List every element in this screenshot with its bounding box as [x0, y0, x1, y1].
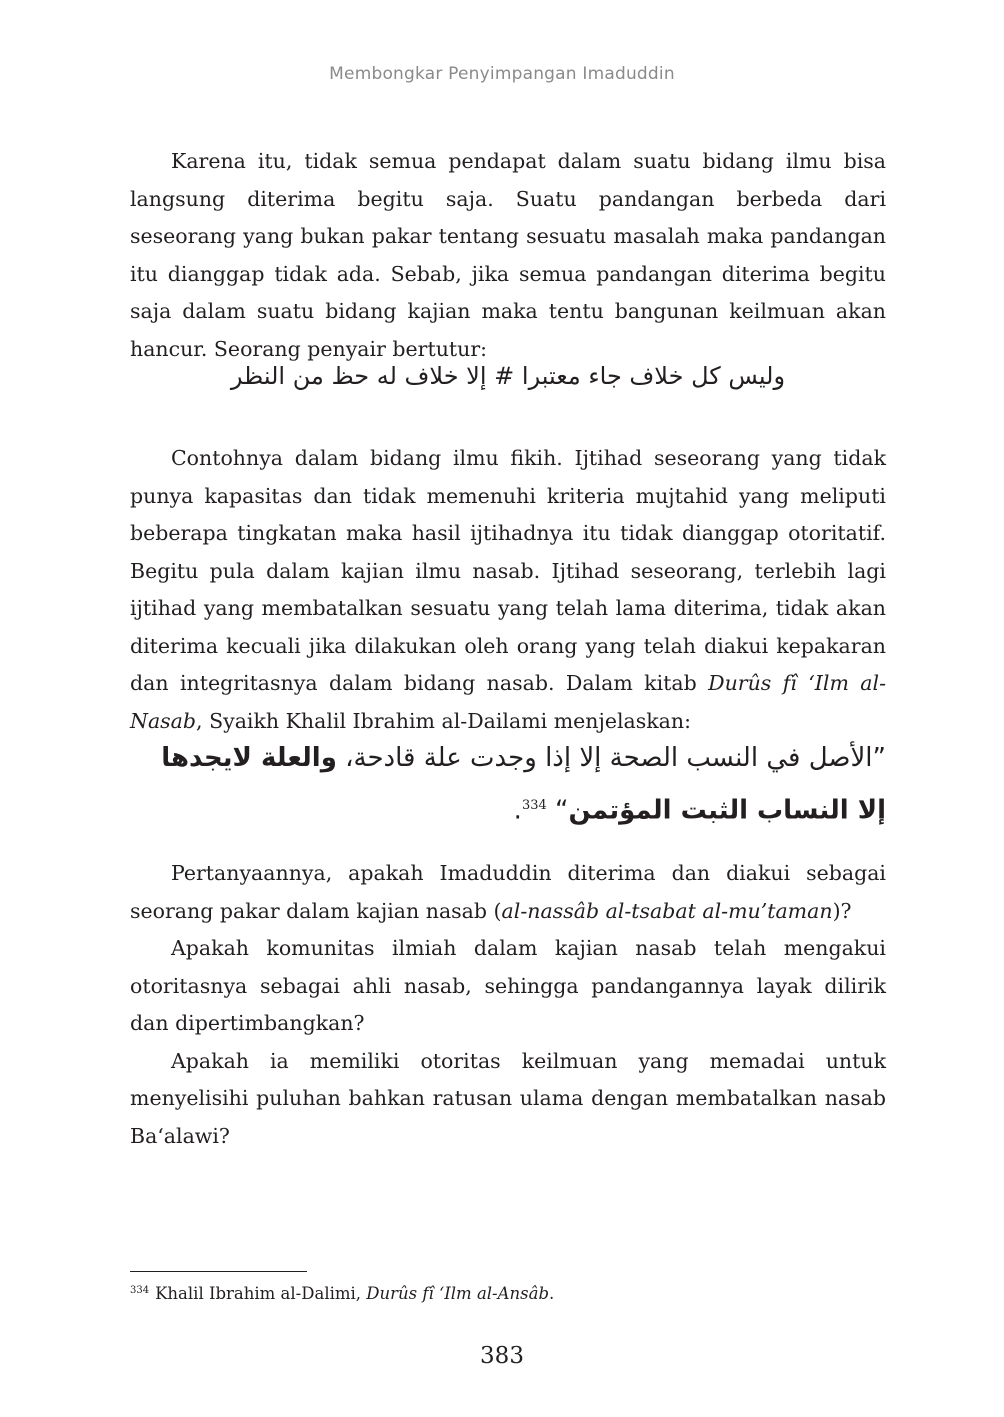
- paragraph-text: )?: [832, 898, 852, 923]
- footnote-title: Durûs fî ‘Ilm al-Ansâb: [366, 1284, 550, 1303]
- arabic-quote: [130, 734, 886, 835]
- text-block-3: [130, 855, 886, 1155]
- footnote-end: .: [549, 1284, 555, 1303]
- paragraph: Apakah komunitas ilmiah dalam kajian nasab telah mengakui otoritasnya sebagai ahli nasab, sehingga pandangannya layak dilirik dan dipertimbangkan?: [130, 936, 886, 1035]
- footnote-author: Khalil Ibrahim al-Dalimi,: [155, 1284, 367, 1303]
- text-block-2: [130, 440, 886, 740]
- paragraph-text: Contohnya dalam bidang ilmu fikih. Ijtihad seseorang yang tidak punya kapasitas dan tidak memenuhi kriteria mujtahid yang meliputi beberapa tingkatan maka hasil ijtihadnya itu tidak dianggap otoritatif. Begitu pula dalam kajian ilmu nasab. Ijtihad seseorang, terlebih lagi ijtihad yang membatalkan sesuatu yang telah lama diterima, tidak akan diterima kecuali jika dilakukan oleh orang yang telah diakui kepakaran dan integritasnya dalam bidang nasab. Dalam kitab: [130, 446, 886, 695]
- page-number: 383: [480, 1343, 524, 1369]
- term: al-nassâb al-tsabat al-mu’taman: [501, 898, 833, 923]
- book-title: Durûs fî ‘Ilm al-Nasab: [130, 671, 886, 733]
- open-quote: ”: [872, 743, 886, 773]
- footnote: [130, 1284, 886, 1303]
- running-header: Membongkar Penyimpangan Imaduddin: [329, 64, 675, 84]
- quote-normal: الأصل في النسب الصحة إلا إذا وجدت علة قادحة،: [336, 743, 873, 773]
- paragraph-text: Pertanyaannya, apakah Imaduddin diterima dan diakui sebagai seorang pakar dalam kajian nasab (: [130, 861, 886, 923]
- text-block-1: [130, 143, 886, 368]
- close-quote: “: [555, 795, 569, 826]
- paragraph: [130, 440, 886, 740]
- quote-bold: والعلة لايجدها إلا النساب الثبت المؤتمن: [161, 743, 886, 826]
- footnote-number: 334: [130, 1285, 150, 1296]
- end-mark: .: [513, 795, 522, 826]
- footnote-reference[interactable]: 334: [521, 798, 547, 813]
- footnote-divider: [130, 1271, 307, 1272]
- paragraph: Apakah ia memiliki otoritas keilmuan yang memadai untuk menyelisihi puluhan bahkan ratusan ulama dengan membatalkan nasab Ba‘alawi?: [130, 1048, 886, 1148]
- paragraph: [130, 855, 886, 930]
- paragraph: Karena itu, tidak semua pendapat dalam suatu bidang ilmu bisa langsung diterima begitu saja. Suatu pandangan berbeda dari seseorang yang bukan pakar tentang sesuatu masalah maka pandangan itu dianggap tidak ada. Sebab, jika semua pandangan diterima begitu saja dalam suatu bidang kajian maka tentu bangunan keilmuan akan hancur. Seorang penyair bertutur:: [130, 149, 886, 361]
- arabic-verse: وليس كل خلاف جاء معتبرا # إلا خلاف له حظ من النظر: [230, 362, 786, 390]
- paragraph-text: , Syaikh Khalil Ibrahim al-Dailami menjelaskan:: [196, 708, 692, 733]
